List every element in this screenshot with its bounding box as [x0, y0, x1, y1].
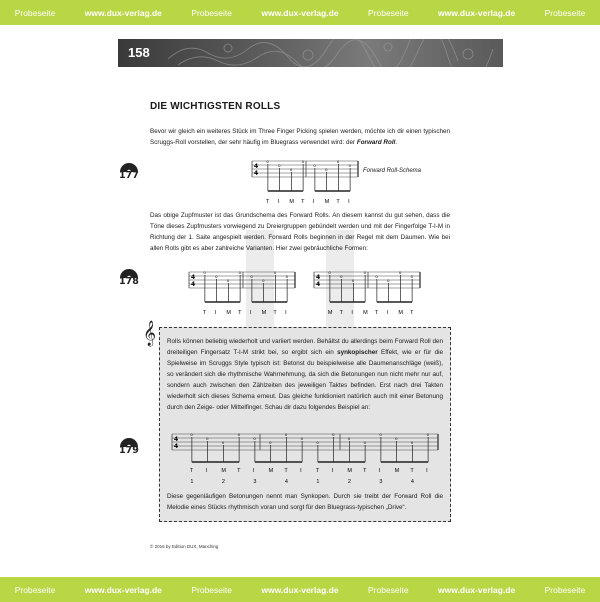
fret-number: 0 — [325, 167, 328, 172]
strip-label: Probeseite — [14, 7, 56, 18]
strip-url[interactable]: www.dux-verlag.de — [261, 584, 339, 595]
finger-label: T — [265, 199, 270, 205]
time-signature-bottom: 4 — [174, 443, 179, 450]
fret-number: 0 — [301, 159, 305, 164]
strip-url[interactable]: www.dux-verlag.de — [438, 7, 516, 18]
finger-label: M — [363, 310, 368, 316]
time-signature-bottom: 4 — [191, 281, 196, 288]
finger-label: I — [351, 310, 353, 316]
fret-number: 0 — [347, 436, 351, 441]
fret-number: 0 — [266, 159, 269, 164]
strip-label: Probeseite — [191, 7, 232, 18]
tab-syncopation-example — [170, 432, 442, 488]
fret-number: 0 — [375, 274, 378, 279]
finger-label: M — [289, 199, 294, 205]
tab-forward-roll-schema — [250, 159, 362, 207]
finger-label: I — [378, 468, 381, 474]
fret-number: 0 — [410, 440, 414, 445]
ornament-pattern — [158, 39, 503, 67]
fret-number: 0 — [410, 274, 414, 279]
fret-number: 0 — [262, 278, 265, 283]
time-signature-top: 4 — [174, 436, 179, 443]
time-signature-top: 4 — [254, 163, 259, 170]
finger-label: M — [261, 310, 267, 316]
fret-number: 0 — [284, 432, 288, 437]
cd-track-number: 177 — [119, 170, 139, 181]
strip-url[interactable]: www.dux-verlag.de — [84, 7, 162, 18]
finger-label: M — [394, 468, 400, 474]
finger-label: T — [237, 468, 241, 474]
strip-label: Probeseite — [14, 584, 56, 595]
fret-number: 0 — [300, 436, 304, 441]
fret-number: 0 — [203, 270, 206, 275]
finger-label: I — [300, 468, 302, 474]
fret-number: 0 — [278, 163, 281, 168]
beat-count: 3 — [379, 479, 383, 485]
page-number: 158 — [128, 45, 150, 60]
schema-caption: Forward Roll-Schema — [363, 168, 422, 174]
fret-number: 0 — [206, 436, 209, 441]
fret-number: 0 — [215, 274, 218, 279]
beat-count: 2 — [221, 479, 225, 485]
time-signature-top: 4 — [191, 274, 196, 281]
strip-url[interactable]: www.dux-verlag.de — [261, 7, 339, 18]
fret-number: 0 — [340, 274, 343, 279]
intro-end: . — [395, 139, 398, 146]
fret-number: 0 — [316, 440, 319, 445]
finger-label: I — [249, 310, 252, 316]
finger-label: T — [301, 199, 305, 205]
fret-number: 0 — [336, 159, 340, 164]
fret-number: 0 — [332, 432, 335, 437]
time-signature-bottom: 4 — [254, 170, 259, 177]
finger-label: T — [410, 468, 414, 474]
top-preview-strip — [0, 0, 600, 25]
fret-number: 0 — [190, 432, 193, 437]
intro-paragraph — [150, 126, 450, 148]
finger-label: M — [327, 310, 333, 316]
time-signature-bottom: 4 — [316, 281, 321, 288]
finger-label: T — [374, 310, 379, 316]
beat-count: 4 — [410, 479, 414, 485]
count-row — [190, 479, 414, 485]
note-bold-term: synkopischer — [337, 349, 378, 356]
finger-label: I — [277, 199, 280, 205]
fret-number: 0 — [363, 270, 367, 275]
fret-number: 0 — [289, 167, 293, 172]
note-text-part: Effekt, wie er für die Spielweise im Scruggs Style typisch ist: Betonst du beispielweise alle Daumenanschläge (weiß), so verändert sich die rhythmische Wahrnehmung, da sich die Betonungen nun nicht mehr nur auf, sondern auch zwischen den Zählzeiten des jeweiligen Taktes befinden. Erst nach drei Takten wiederholt sich dieses Schema erneut. Das gleiche funktioniert natürlich auch mit einer Betonung durch den Zeige- oder Mittelfinger. Schau dir dazu folgendes Beispiel an: — [167, 349, 443, 411]
strip-label: Probeseite — [544, 7, 586, 18]
finger-label: M — [398, 310, 403, 316]
time-signature-top: 4 — [316, 274, 321, 281]
treble-clef-icon: 𝄞 — [143, 321, 157, 346]
fret-number: 0 — [253, 436, 256, 441]
strip-label: Probeseite — [191, 584, 232, 595]
finger-label: T — [315, 468, 320, 474]
fret-number: 0 — [351, 278, 355, 283]
cd-track-icon — [118, 266, 140, 288]
tab-forward-roll-variant-1 — [187, 270, 299, 318]
finger-label: M — [268, 468, 274, 474]
beat-count: 4 — [284, 479, 288, 485]
page-header-bar — [118, 39, 503, 67]
finger-label: T — [339, 310, 343, 316]
fret-number: 0 — [379, 432, 382, 437]
finger-label: T — [363, 468, 367, 474]
finger-label: I — [214, 310, 217, 316]
fret-number: 0 — [269, 440, 272, 445]
finger-row — [328, 310, 414, 316]
note-paragraph — [167, 336, 443, 413]
note-closing-paragraph: Diese gegenläufigen Betonungen nennt man Synkopen. Durch sie treibt der Forward Roll die Melodie eines Stücks rhythmisch voran und sorgt für den Bluegrass-typischen „Drive“. — [167, 493, 443, 511]
finger-row — [266, 199, 350, 205]
section-heading: DIE WICHTIGSTEN ROLLS — [150, 101, 281, 112]
cd-track-number: 179 — [119, 445, 139, 456]
fret-number: 0 — [285, 274, 289, 279]
finger-label: I — [205, 468, 208, 474]
fret-number: 0 — [221, 440, 225, 445]
fret-number: 0 — [328, 270, 331, 275]
copyright-line: © 2016 by Edition DUX, Manching — [150, 544, 219, 549]
finger-label: T — [336, 199, 340, 205]
fret-number: 0 — [387, 278, 390, 283]
finger-label: M — [221, 468, 226, 474]
fret-number: 0 — [237, 432, 241, 437]
intro-emphasis: Forward Roll — [356, 139, 396, 146]
fret-number: 0 — [238, 270, 242, 275]
fret-number: 0 — [395, 436, 398, 441]
finger-label: I — [331, 468, 334, 474]
fret-number: 0 — [226, 278, 230, 283]
finger-label: I — [312, 199, 315, 205]
finger-label: I — [426, 468, 428, 474]
cd-track-icon — [118, 435, 140, 457]
finger-label: T — [189, 468, 194, 474]
fret-number: 0 — [250, 274, 253, 279]
cd-track-number: 178 — [119, 276, 139, 287]
finger-label: T — [273, 310, 277, 316]
finger-label: M — [347, 468, 352, 474]
finger-row — [203, 310, 287, 316]
strip-label: Probeseite — [544, 584, 586, 595]
fret-number: 0 — [426, 432, 430, 437]
fret-number: 0 — [398, 270, 402, 275]
strip-label: Probeseite — [367, 584, 409, 595]
cd-track-icon — [118, 160, 140, 182]
finger-label: I — [285, 310, 287, 316]
finger-label: T — [238, 310, 242, 316]
fret-number: 0 — [348, 163, 352, 168]
finger-label: I — [386, 310, 389, 316]
finger-label: I — [252, 468, 255, 474]
tab-forward-roll-variant-2 — [312, 270, 424, 318]
finger-label: T — [410, 310, 414, 316]
strip-url[interactable]: www.dux-verlag.de — [84, 584, 162, 595]
fret-number: 0 — [273, 270, 277, 275]
beat-count: 1 — [316, 479, 320, 485]
bottom-preview-strip — [0, 577, 600, 602]
intro-text: Bevor wir gleich ein weiteres Stück im Three Finger Picking spielen werden, möchte ich dir einen typischen Scruggs-Roll vorstellen, der sehr häufig im Bluegrass verwendet wird: der — [150, 128, 450, 146]
beat-count: 3 — [253, 479, 257, 485]
beat-count: 2 — [347, 479, 351, 485]
finger-label: M — [324, 199, 330, 205]
strip-url[interactable]: www.dux-verlag.de — [438, 584, 516, 595]
fret-number: 0 — [363, 440, 367, 445]
fret-number: 0 — [313, 163, 316, 168]
finger-label: T — [284, 468, 288, 474]
roll-explanation-paragraph: Das obige Zupfmuster ist das Grundschema des Forward Rolls. An diesem kannst du gut sehen, dass die Töne dieses Zupfmusters vorwiegend zu Dreiergruppen gebündelt werden und mit der Fingerfolge T-I-M in Richtung der 1. Saite angespielt werden. Forward Rolls beginnen in der Regel mit dem Daumen. Wie bei allen Rolls gibt es aber zahlreiche Varianten. Hier zwei gebräuchliche Formen: — [150, 212, 450, 252]
beat-count: 1 — [190, 479, 194, 485]
finger-label: I — [348, 199, 350, 205]
finger-row — [190, 468, 428, 474]
finger-label: T — [202, 310, 207, 316]
strip-label: Probeseite — [367, 7, 409, 18]
note-text-part: Rolls können beliebig wiederholt und variiert werden. Behältst du allerdings beim Forward Roll den dreiteiligen Fingersatz T-I-M strikt bei, so ergibt sich ein — [167, 338, 443, 356]
finger-label: M — [226, 310, 231, 316]
